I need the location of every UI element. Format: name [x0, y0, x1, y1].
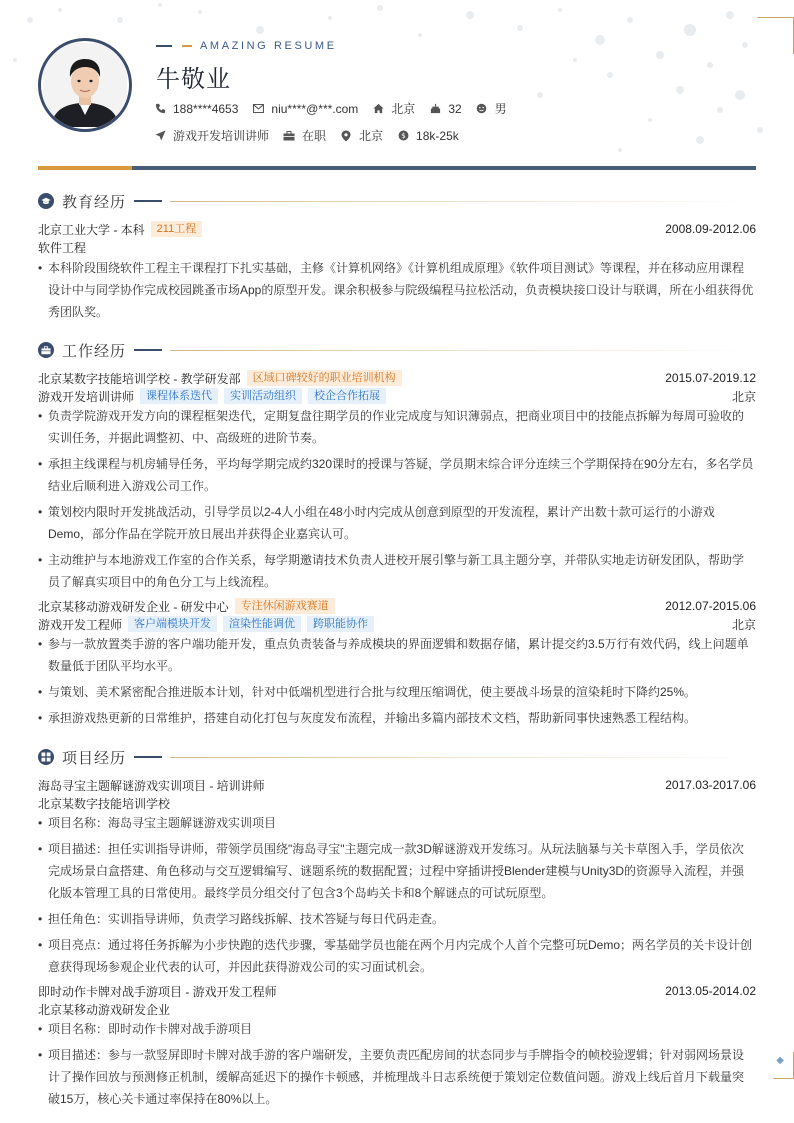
bullet-text: 担任角色：实训指导讲师，负责学习路线拆解、技术答疑与每日代码走查。 — [48, 912, 445, 926]
work-bullet — [38, 707, 754, 729]
education-period: 2008.09-2012.06 — [665, 222, 756, 236]
work-role: 游戏开发工程师 — [38, 617, 123, 632]
face-icon — [476, 103, 488, 115]
bullet-text: 参与一款放置类手游的客户端功能开发，重点负责装备与养成模块的界面逻辑和数据存储，累计提交约3.5万行有效代码，线上问题单数量低于团队平均水平。 — [48, 637, 749, 673]
email-icon — [252, 103, 264, 115]
project-bullet — [38, 1018, 754, 1040]
bullet-dot: • — [38, 685, 43, 699]
section-title: 项目经历 — [62, 749, 127, 767]
education-entry-heading — [38, 221, 756, 237]
work-role-row — [38, 616, 756, 632]
phone-icon — [154, 103, 166, 115]
section-title-bar — [134, 349, 162, 351]
tagline-text: AMAZING RESUME — [200, 40, 337, 52]
money-icon — [397, 130, 409, 142]
bullet-dot: • — [38, 409, 43, 423]
divider-navy-segment — [132, 166, 756, 170]
skill-tag: 校企合作拓展 — [308, 388, 386, 404]
cake-icon — [429, 103, 441, 115]
skill-tag: 实训活动组织 — [224, 388, 302, 404]
status-item — [283, 127, 326, 144]
briefcase-icon — [38, 342, 54, 358]
bullet-dot: • — [38, 505, 43, 519]
bullet-dot: • — [38, 553, 43, 567]
project-section-header — [38, 748, 756, 766]
bullet-dot: • — [38, 637, 43, 651]
work-role: 游戏开发培训讲师 — [38, 389, 135, 404]
education-major: 软件工程 — [38, 240, 87, 255]
corner-decoration-top-right — [757, 17, 794, 54]
contact-info-row — [154, 100, 521, 117]
education-section-header — [38, 192, 756, 210]
email-item — [252, 102, 358, 116]
work-bullet — [38, 681, 754, 703]
work-bullet — [38, 501, 754, 545]
skill-tag: 渲染性能调优 — [223, 616, 301, 632]
resume-tagline — [156, 39, 337, 53]
city-value: 北京 — [359, 129, 384, 143]
tagline-line-gold — [182, 45, 192, 47]
age-value: 32 — [448, 101, 462, 116]
bullet-dot: • — [38, 1048, 43, 1062]
salary-value: 18k-25k — [416, 128, 459, 143]
section-title-bar — [134, 756, 162, 758]
section-title-rule — [170, 757, 756, 758]
project-org: 北京某移动游戏研发企业 — [38, 1002, 171, 1017]
bullet-text: 项目描述：参与一款竖屏即时卡牌对战手游的客户端研发，主要负责匹配房间的状态同步与手牌指令的帧校验逻辑；针对弱网场景设计了操作回放与预测修正机制，缓解高延迟下的操作卡顿感，并梳理战斗日志系统便于策划定位数值问题。游戏上线后首月下载量突破15万，核心关卡通过率保持在80%以上。 — [48, 1048, 745, 1106]
bullet-text: 负责学院游戏开发方向的课程框架迭代，定期复盘往期学员的作业完成度与知识薄弱点，把商业项目中的技能点拆解为每周可验收的实训任务，并据此调整初、中、高级班的进阶节奏。 — [48, 409, 745, 445]
work-bullet — [38, 549, 754, 593]
project-org-row — [38, 1001, 756, 1017]
bullet-dot: • — [38, 711, 43, 725]
graduation-cap-icon — [38, 193, 54, 209]
email-value: niu****@***.com — [271, 101, 359, 116]
work-bullet — [38, 453, 754, 497]
header-divider-band — [38, 166, 756, 170]
bullet-text: 项目描述：担任实训指导讲师，带领学员围绕"海岛寻宝"主题完成一款3D解谜游戏开发练习。从玩法脑暴与关卡草图入手，学员依次完成场景白盒搭建、角色移动与交互逻辑编写、谜题系统的数据配置；过程中穿插讲授Blender建模与Unity3D的资源导入流程，并强化版本管理工具的日常使用。最终学员分组交付了包含3个岛屿关卡和8个解谜点的可试玩原型。 — [48, 842, 745, 900]
project-bullet — [38, 838, 754, 904]
grid-icon — [38, 749, 54, 765]
skill-tag: 客户端模块开发 — [128, 616, 217, 632]
salary-item — [397, 129, 459, 143]
hometown-item — [372, 100, 415, 117]
work-bullet — [38, 633, 754, 677]
avatar-photo — [43, 43, 127, 127]
send-icon — [154, 130, 166, 142]
work-location: 北京 — [731, 617, 756, 632]
project-entry-heading — [38, 983, 756, 999]
city-item — [340, 127, 383, 144]
phone-value: 188****4653 — [173, 101, 239, 116]
section-title-rule — [170, 350, 756, 351]
work-role-row — [38, 388, 756, 404]
status-value: 在职 — [302, 129, 327, 143]
gender-value: 男 — [494, 102, 507, 116]
bullet-dot: • — [38, 1022, 43, 1036]
svg-text:$: $ — [400, 131, 406, 141]
education-bullet — [38, 257, 754, 323]
section-title-bar — [134, 200, 162, 202]
avatar — [38, 38, 132, 132]
work-location: 北京 — [731, 389, 756, 404]
phone-item — [154, 102, 238, 116]
bullet-dot: • — [38, 457, 43, 471]
work-period: 2012.07-2015.06 — [665, 599, 756, 613]
project-name-role: 即时动作卡牌对战手游项目 - 游戏开发工程师 — [38, 984, 277, 999]
project-org-row — [38, 795, 756, 811]
project-bullet — [38, 1044, 754, 1110]
company-tag: 区域口碑较好的职业培训机构 — [247, 370, 402, 386]
education-major-row — [38, 239, 756, 255]
bullet-dot: • — [38, 816, 43, 830]
skill-tag: 跨职能协作 — [307, 616, 374, 632]
bullet-text: 本科阶段围绕软件工程主干课程打下扎实基础，主修《计算机网络》《计算机组成原理》《软件项目测试》等课程，并在移动应用课程设计中与同学协作完成校园跳蚤市场App的原型开发。课余积极参与院级编程马拉松活动，负责模块接口设计与联调，所在小组获得优秀团队奖。 — [48, 261, 754, 319]
company-dept: 北京某数字技能培训学校 - 教学研发部 — [38, 371, 241, 386]
work-entry-heading — [38, 370, 756, 386]
school-degree: 北京工业大学 - 本科 — [38, 222, 145, 237]
company-tag: 专注休闲游戏赛道 — [235, 598, 335, 614]
job-target-value: 游戏开发培训讲师 — [173, 129, 270, 143]
bullet-dot: • — [38, 842, 43, 856]
home-icon — [372, 103, 384, 115]
section-title: 教育经历 — [62, 193, 127, 211]
project-bullet — [38, 908, 754, 930]
bullet-text: 与策划、美术紧密配合推进版本计划，针对中低端机型进行合批与纹理压缩调优，使主要战斗场景的渲染耗时下降约25%。 — [48, 685, 697, 699]
tagline-line-navy — [156, 45, 172, 47]
divider-gold-segment — [38, 166, 132, 170]
location-pin-icon — [340, 130, 352, 142]
bullet-text: 主动维护与本地游戏工作室的合作关系，每学期邀请技术负责人进校开展引擎与新工具主题分享，并带队实地走访研发团队，帮助学员了解真实项目中的角色分工与上线流程。 — [48, 553, 745, 589]
bullet-text: 项目亮点：通过将任务拆解为小步快跑的迭代步骤，零基础学员也能在两个月内完成个人首个完整可玩Demo；两名学员的关卡设计创意获得现场参观企业代表的认可，并因此获得游戏公司的实习面试机会。 — [48, 938, 753, 974]
skill-tag: 课程体系迭代 — [140, 388, 218, 404]
project-bullet — [38, 812, 754, 834]
work-section-header — [38, 341, 756, 359]
section-title-rule — [170, 201, 756, 202]
age-item — [429, 102, 461, 116]
bullet-text: 承担主线课程与机房辅导任务，平均每学期完成约320课时的授课与答疑，学员期末综合评分连续三个学期保持在90分左右，多名学员结业后顺利进入游戏公司工作。 — [48, 457, 754, 493]
work-period: 2015.07-2019.12 — [665, 371, 756, 385]
bullet-dot: • — [38, 261, 43, 275]
school-tag: 211工程 — [151, 221, 203, 237]
diamond-icon: ◆ — [776, 1055, 784, 1066]
bullet-dot: • — [38, 912, 43, 926]
bullet-text: 承担游戏热更新的日常维护，搭建自动化打包与灰度发布流程，并输出多篇内部技术文档，帮助新同事快速熟悉工程结构。 — [48, 711, 697, 725]
project-period: 2017.03-2017.06 — [665, 778, 756, 792]
project-name-role: 海岛寻宝主题解谜游戏实训项目 - 培训讲师 — [38, 778, 265, 793]
hometown-value: 北京 — [391, 102, 416, 116]
company-dept: 北京某移动游戏研发企业 - 研发中心 — [38, 599, 229, 614]
project-bullet — [38, 934, 754, 978]
candidate-name: 牛敬业 — [156, 66, 231, 93]
job-intention-row — [154, 127, 473, 144]
bullet-text: 策划校内限时开发挑战活动，引导学员以2-4人小组在48小时内完成从创意到原型的开发流程，累计产出数十款可运行的小游戏Demo，部分作品在学院开放日展出并获得企业嘉宾认可。 — [48, 505, 715, 541]
project-entry-heading — [38, 777, 756, 793]
job-target-item — [154, 127, 269, 144]
project-period: 2013.05-2014.02 — [665, 984, 756, 998]
gender-item — [476, 100, 507, 117]
project-org: 北京某数字技能培训学校 — [38, 796, 171, 811]
briefcase-icon — [283, 130, 295, 142]
bullet-text: 项目名称：即时动作卡牌对战手游项目 — [48, 1022, 253, 1036]
work-entry-heading — [38, 598, 756, 614]
work-bullet — [38, 405, 754, 449]
bullet-dot: • — [38, 938, 43, 952]
bullet-text: 项目名称：海岛寻宝主题解谜游戏实训项目 — [48, 816, 277, 830]
section-title: 工作经历 — [62, 342, 127, 360]
